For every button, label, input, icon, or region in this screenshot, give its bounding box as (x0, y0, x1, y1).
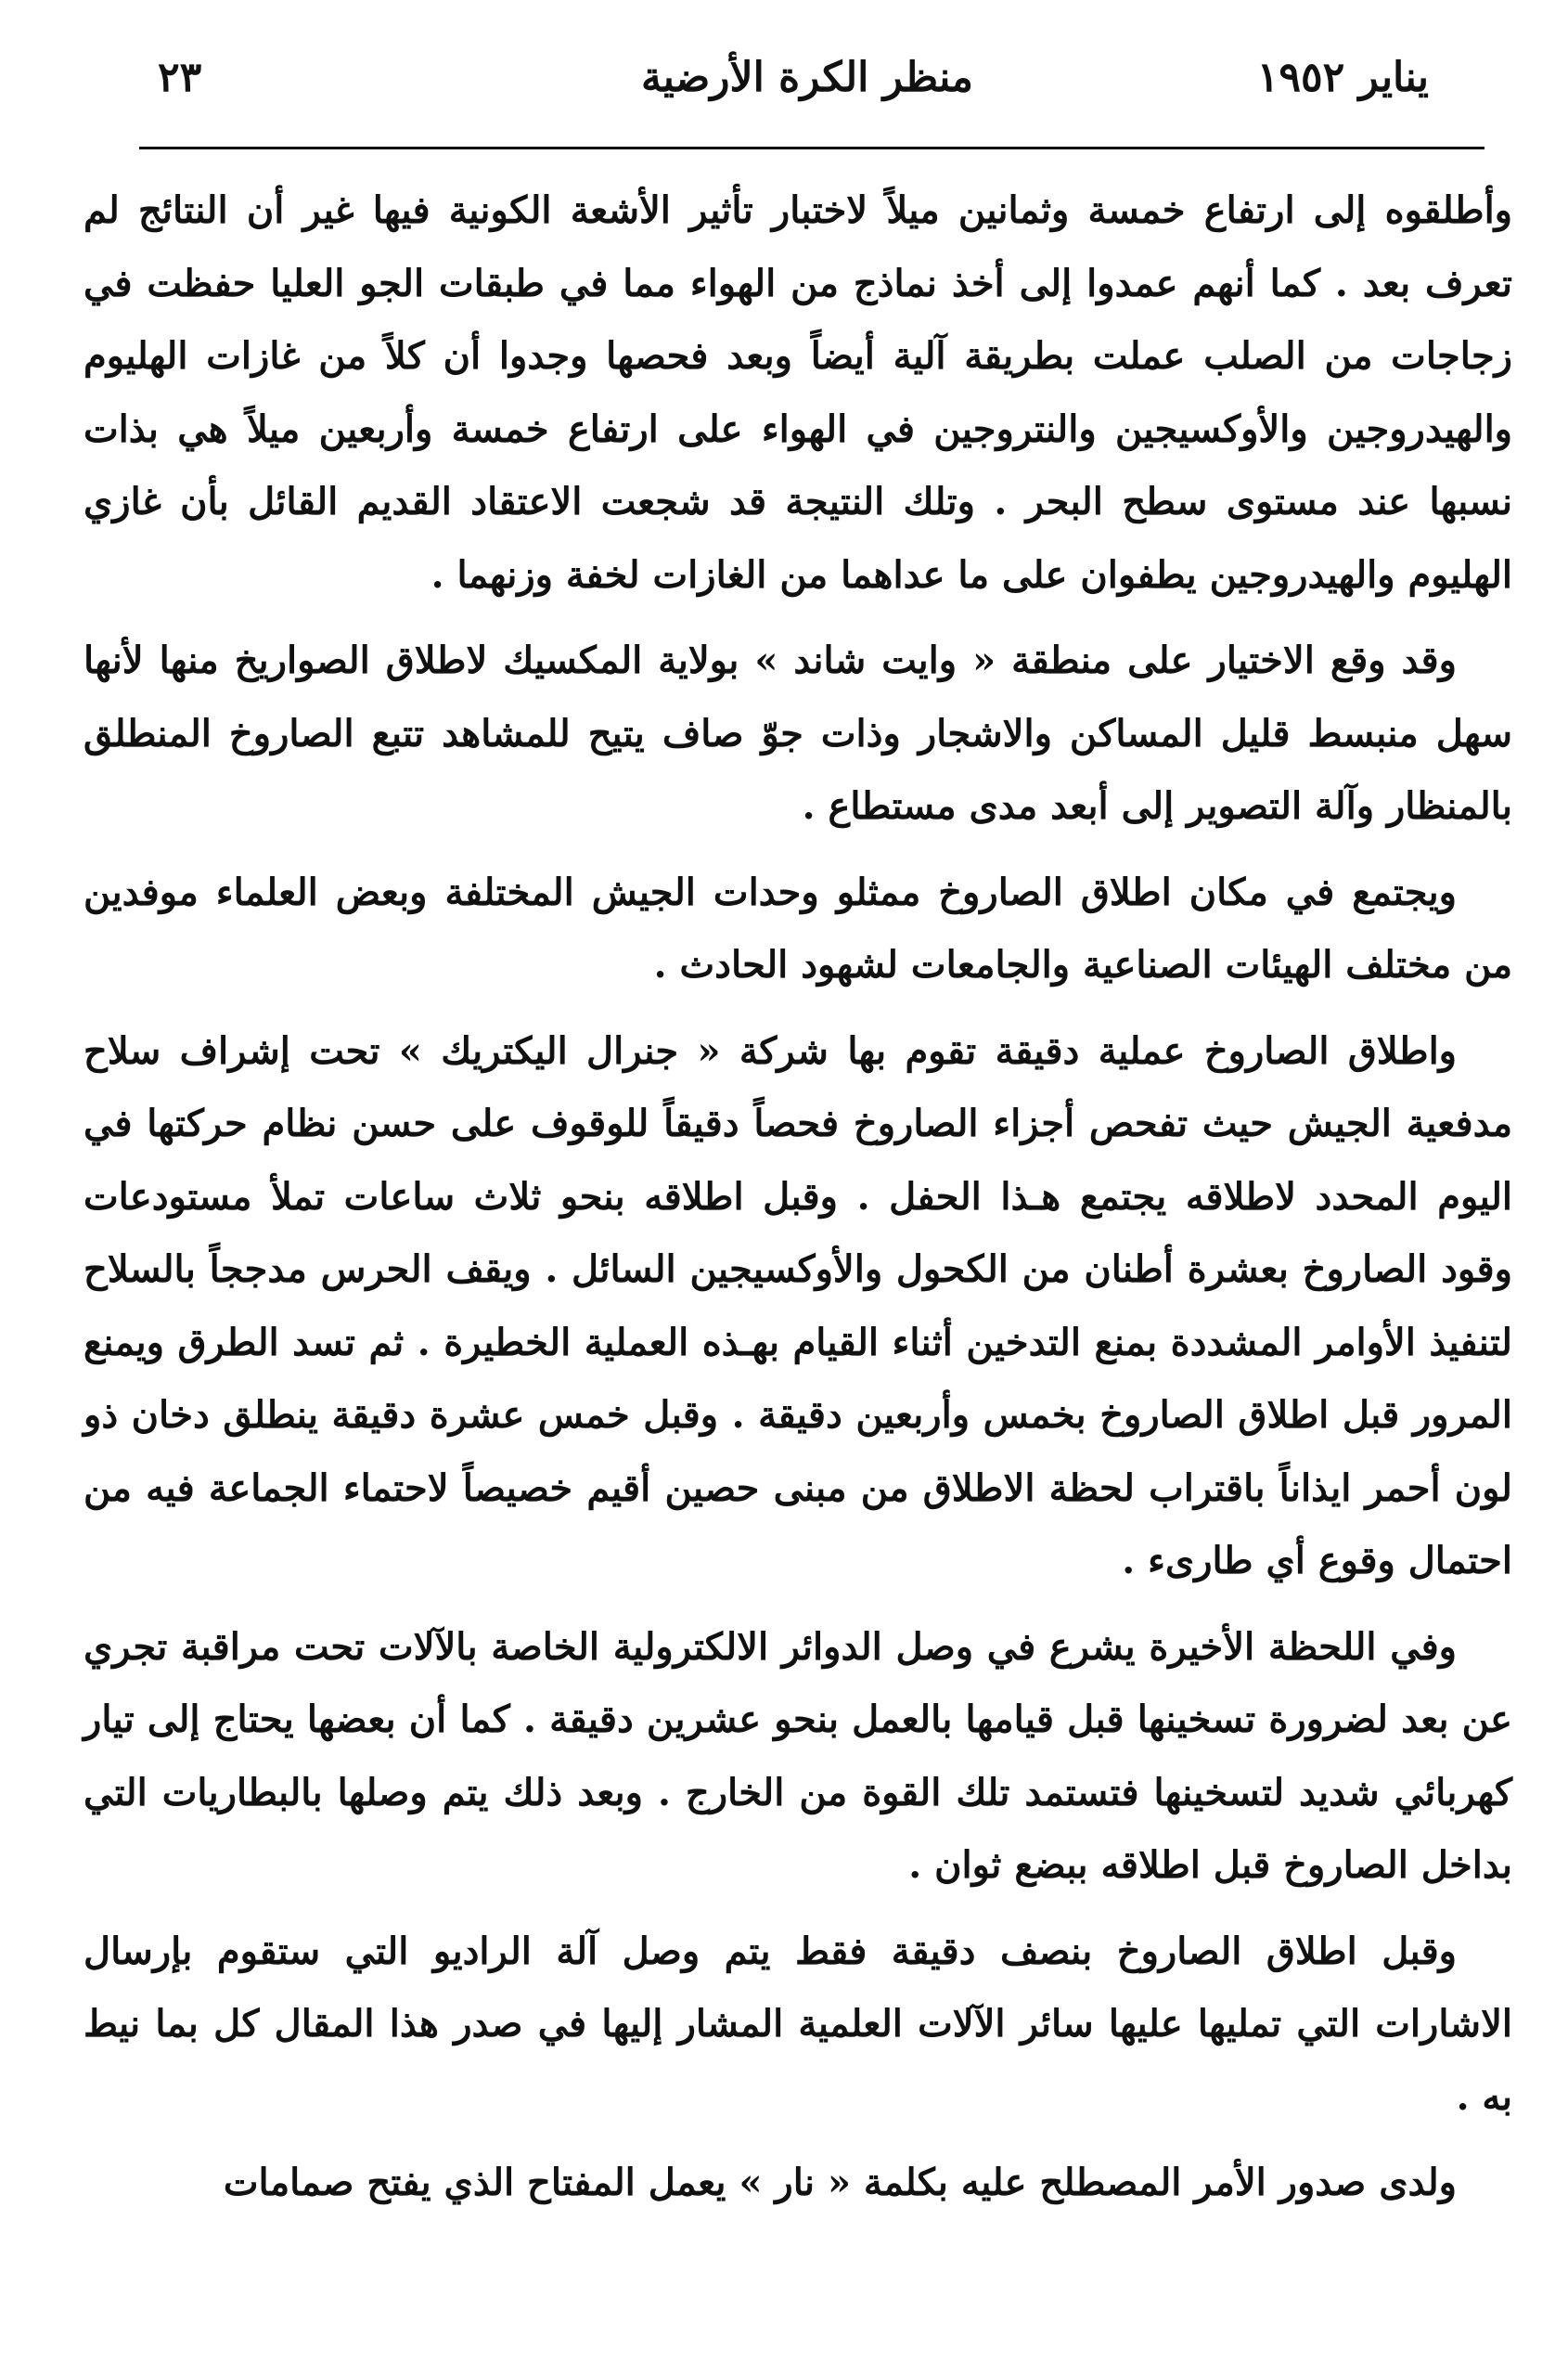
page-number: ٢٣ (158, 54, 202, 101)
paragraph-6: وقبل اطلاق الصاروخ بنصف دقيقة فقط يتم وصل آلة الراديو التي ستقوم بإرسال الاشارات التي تمليها عليها سائر الآلات العلمية المشار إليها في صدر هذا المقال كل بما نيط به . (84, 1929, 1512, 2119)
paragraph-1: وأطلقوه إلى ارتفاع خمسة وثمانين ميلاً لاختبار تأثير الأشعة الكونية فيها غير أن النتائج لم تعرف بعد . كما أنهم عمدوا إلى أخذ نماذج من الهواء مما في طبقات الجو العليا حفظت في زجاجات من الصلب عملت بطريقة آلية أيضاً وبعد فحصها وجدوا أن كلاً من غازات الهليوم والهيدروجين والأوكسيجين والنتروجين في الهواء على ارتفاع خمسة وأربعين ميلاً هي بذات نسبها عند مستوى سطح البحر . وتلك النتيجة قد شجعت الاعتقاد القديم القائل بأن غازي الهليوم والهيدروجين يطفوان على ما عداهما من الغازات لخفة وزنهما . (84, 188, 1512, 597)
paragraph-4: واطلاق الصاروخ عملية دقيقة تقوم بها شركة « جنرال اليكتريك » تحت إشراف سلاح مدفعية الجيش حيث تفحص أجزاء الصاروخ فحصاً دقيقاً للوقوف على حسن نظام حركتها في اليوم المحدد لاطلاقه يجتمع هـذا الحفل . وقبل اطلاقه بنحو ثلاث ساعات تملأ مستودعات وقود الصاروخ بعشرة أطنان من الكحول والأوكسيجين السائل . ويقف الحرس مدججاً بالسلاح لتنفيذ الأوامر المشددة بمنع التدخين أثناء القيام بهـذه العملية الخطيرة . ثم تسد الطرق ويمنع المرور قبل اطلاق الصاروخ بخمس وأربعين دقيقة . وقبل خمس عشرة دقيقة ينطلق دخان ذو لون أحمر ايذاناً باقتراب لحظة الاطلاق من مبنى حصين أقيم خصيصاً لاحتماء الجماعة فيه من احتمال وقوع أي طارىء . (84, 1028, 1512, 1582)
paragraph-2: وقد وقع الاختيار على منطقة « وايت شاند » بولاية المكسيك لاطلاق الصواريخ منها لأنها سهل منبسط قليل المساكن والاشجار وذات جوّ صاف يتيح للمشاهد تتبع الصاروخ المنطلق بالمنظار وآلة التصوير إلى أبعد مدى مستطاع . (84, 639, 1512, 828)
article-body (84, 174, 1512, 2338)
paragraph-3: ويجتمع في مكان اطلاق الصاروخ ممثلو وحدات الجيش المختلفة وبعض العلماء موفدين من مختلف الهيئات الصناعية والجامعات لشهود الحادث . (84, 870, 1512, 987)
paragraph-5: وفي اللحظة الأخيرة يشرع في وصل الدوائر الالكترولية الخاصة بالآلات تحت مراقبة تجري عن بعد لضرورة تسخينها قبل قيامها بالعمل بنحو عشرين دقيقة . كما أن بعضها يحتاج إلى تيار كهربائي شديد لتسخينها فتستمد تلك القوة من الخارج . وبعد ذلك يتم وصلها بالبطاريات التي بداخل الصاروخ قبل اطلاقه ببضع ثوان . (84, 1624, 1512, 1887)
header-rule (139, 147, 1484, 149)
running-title: منظر الكرة الأرضية (641, 54, 973, 101)
page-header (139, 54, 1475, 137)
issue-date: يناير ١٩٥٢ (1256, 54, 1429, 101)
paragraph-7: ولدى صدور الأمر المصطلح عليه بكلمة « نار » يعمل المفتاح الذي يفتح صمامات (223, 2161, 1457, 2204)
